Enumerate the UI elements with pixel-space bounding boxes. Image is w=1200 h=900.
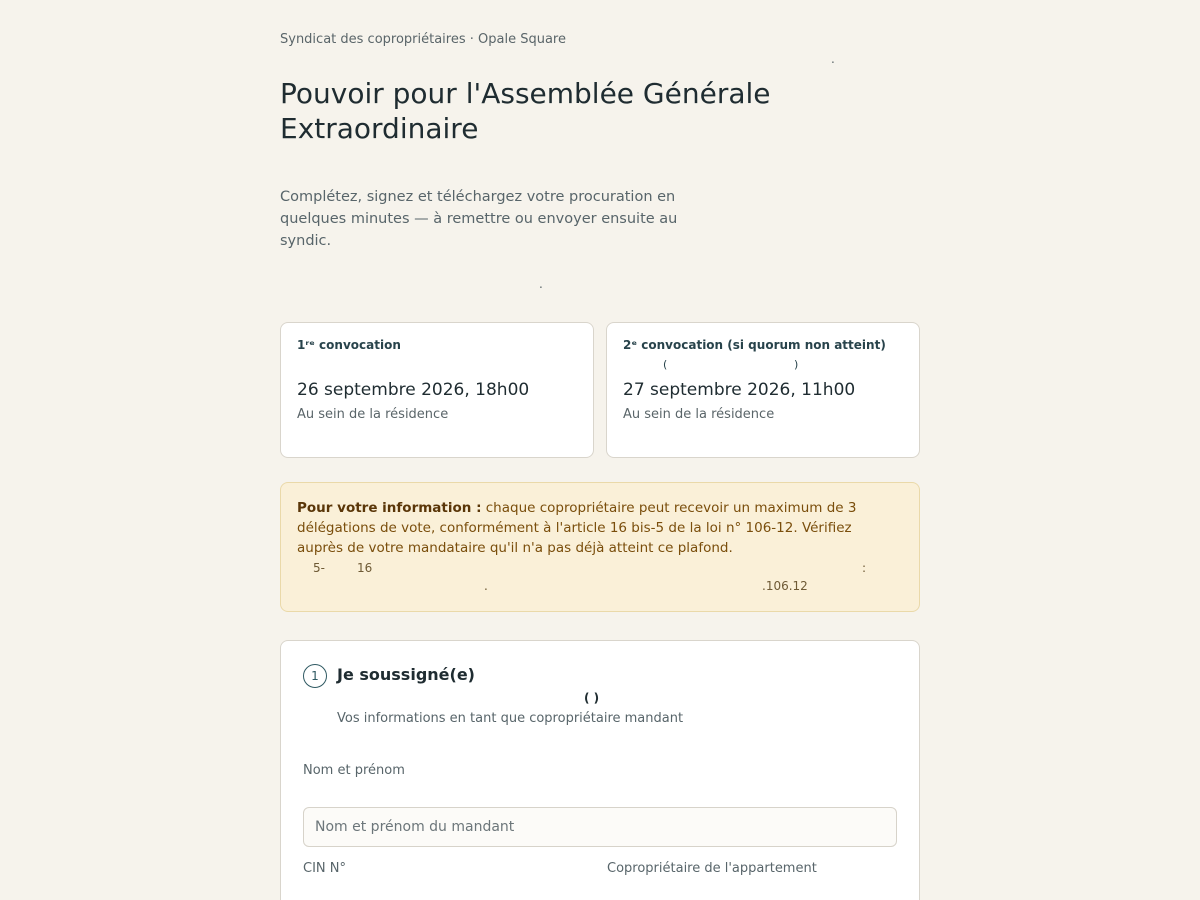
ghost-text: .106.12 <box>762 579 808 593</box>
ghost-paren: ( <box>663 358 668 371</box>
notice-body: chaque copropriétaire peut recevoir un maximum de 3 délégations de vote, conformément à l'article 16 bis-5 de la loi n° 106-12. Vérifiez auprès de votre mandataire qu'il n'a pas déjà atteint ce plafond. <box>297 500 857 556</box>
page-lead: Complétez, signez et téléchargez votre procuration en quelques minutes — à remettre ou envoyer ensuite au syndic. <box>280 189 678 249</box>
ghost-text: : <box>862 561 867 575</box>
ghost-text: ( ) <box>584 691 600 705</box>
convocation-place: Au sein de la résidence <box>297 407 449 422</box>
convocation-date: 27 septembre 2026, 11h00 <box>623 380 856 400</box>
mandant-name-input[interactable] <box>303 807 897 847</box>
step-number-badge: 1 <box>303 664 327 688</box>
stray-mark: . <box>831 52 835 66</box>
cin-field-label: CIN N° <box>303 861 346 876</box>
second-convocation-card <box>606 322 920 458</box>
section-title: Je soussigné(e) <box>337 665 475 684</box>
name-field-label: Nom et prénom <box>303 763 405 778</box>
mandant-section-card <box>280 640 920 900</box>
convocation-label: 2ᵉ convocation (si quorum non atteint) <box>623 338 886 352</box>
ghost-text: 16 <box>357 561 373 575</box>
ghost-paren: ) <box>794 358 799 371</box>
convocation-date: 26 septembre 2026, 18h00 <box>297 380 530 400</box>
organization-name: Syndicat des copropriétaires · Opale Square <box>280 32 566 47</box>
notice-strong: Pour votre information : <box>297 500 482 516</box>
apartment-field-label: Copropriétaire de l'appartement <box>607 861 817 876</box>
delegation-notice <box>280 482 920 612</box>
stray-mark: . <box>539 277 543 291</box>
page-title: Pouvoir pour l'Assemblée Générale Extraordinaire <box>280 77 771 145</box>
notice-text <box>297 498 897 558</box>
section-subtitle: Vos informations en tant que copropriétaire mandant <box>337 711 684 726</box>
convocation-label: 1ʳᵉ convocation <box>297 338 401 352</box>
convocation-place: Au sein de la résidence <box>623 407 775 422</box>
ghost-text: . <box>484 579 488 593</box>
ghost-text: 5- <box>313 561 325 575</box>
first-convocation-card <box>280 322 594 458</box>
